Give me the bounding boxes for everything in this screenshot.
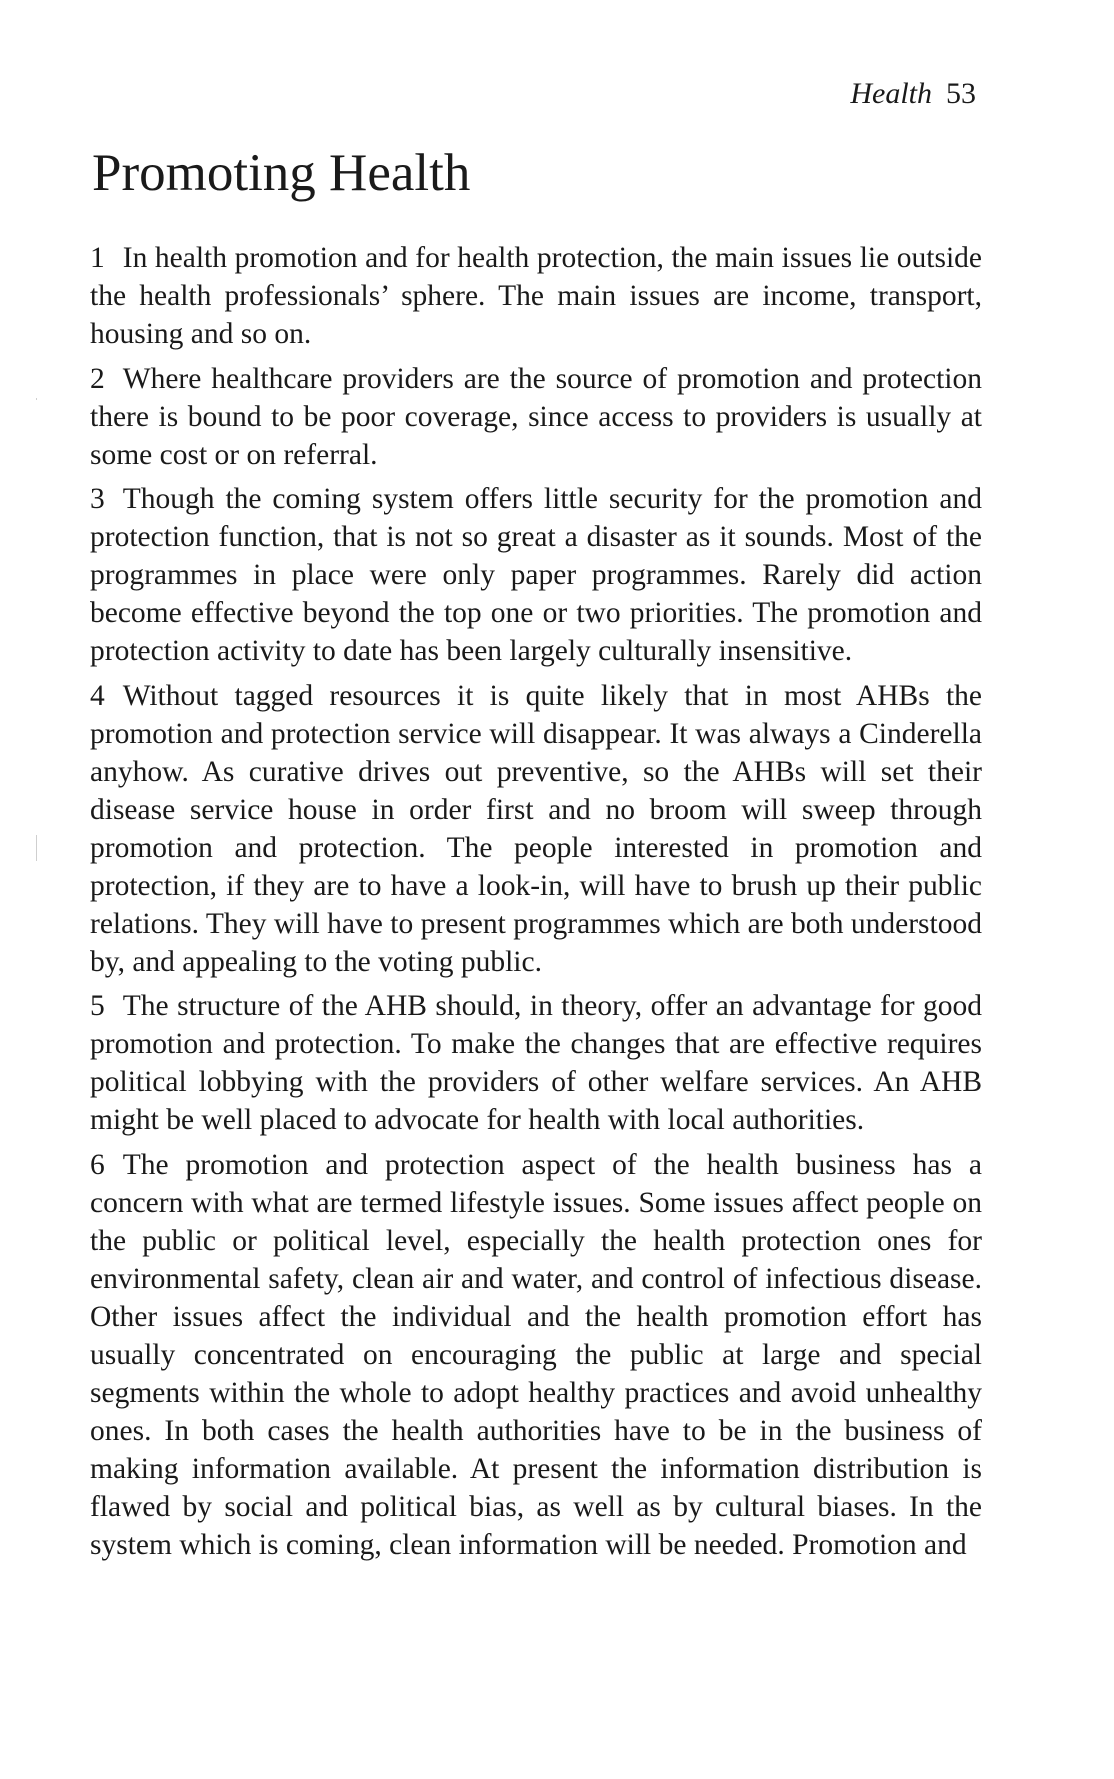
scan-mark [36, 398, 37, 400]
paragraph-text: The structure of the AHB should, in theory, offer an advantage for good promotion and protection. To make the changes that are effective requires political lobbying with the providers of other welfare services. An AHB might be well placed to advocate for health with local authorities. [90, 990, 982, 1136]
running-head-section: Health [850, 77, 932, 110]
paragraph-number: 5 [90, 990, 105, 1022]
body-text [90, 239, 982, 1570]
paragraph-number: 1 [90, 242, 105, 274]
page-title: Promoting Health [92, 144, 471, 202]
paragraph-text: Where healthcare providers are the source of promotion and protection there is bound to be poor coverage, since access to providers is usually at some cost or on referral. [90, 362, 982, 471]
paragraph-number: 2 [90, 362, 105, 395]
paragraph-text: In health promotion and for health protection, the main issues lie outside the health professionals’ sphere. The main issues are income, transport, housing and so on. [90, 242, 982, 350]
running-head [850, 74, 976, 114]
paragraph-number: 4 [90, 679, 105, 712]
paragraph-number: 3 [90, 483, 105, 515]
paragraph-number: 6 [90, 1148, 105, 1181]
paragraph-text: Though the coming system offers little security for the promotion and protection function, that is not so great a disaster as it sounds. Most of the programmes in place were only paper programmes. Rarely did action become effective beyond the top one or two priorities. The promotion and protection activity to date has been largely culturally insensitive. [90, 483, 982, 667]
paragraph-text: The promotion and protection aspect of the health business has a concern with what are termed lifestyle issues. Some issues affect people on the public or political level, especially the health protection ones for environmental safety, clean air and water, and control of infectious disease. Other issues affect the individual and the health promotion effort has usually concentrated on encouraging the public at large and special segments within the whole to adopt healthy practices and avoid unhealthy ones. In both cases the health authorities have to be in the business of making information available. At present the information distribution is flawed by social and political bias, as well as by cultural biases. In the system which is coming, clean information will be needed. Promotion and [90, 1148, 982, 1561]
paragraph-text: Without tagged resources it is quite likely that in most AHBs the promotion and protection service will disappear. It was always a Cinderella anyhow. As curative drives out preventive, so the AHBs will set their disease service house in order first and no broom will sweep through promotion and protection. The people interested in promotion and protection, if they are to have a look-in, will have to brush up their public relations. They will have to present programmes which are both understood by, and appealing to the voting public. [90, 679, 982, 978]
paragraph [90, 987, 982, 1139]
scan-mark [36, 835, 37, 861]
paragraph [90, 677, 982, 981]
paragraph [90, 360, 982, 474]
paragraph [90, 1146, 982, 1564]
page-number: 53 [946, 77, 976, 110]
paragraph [90, 239, 982, 353]
paragraph [90, 480, 982, 670]
